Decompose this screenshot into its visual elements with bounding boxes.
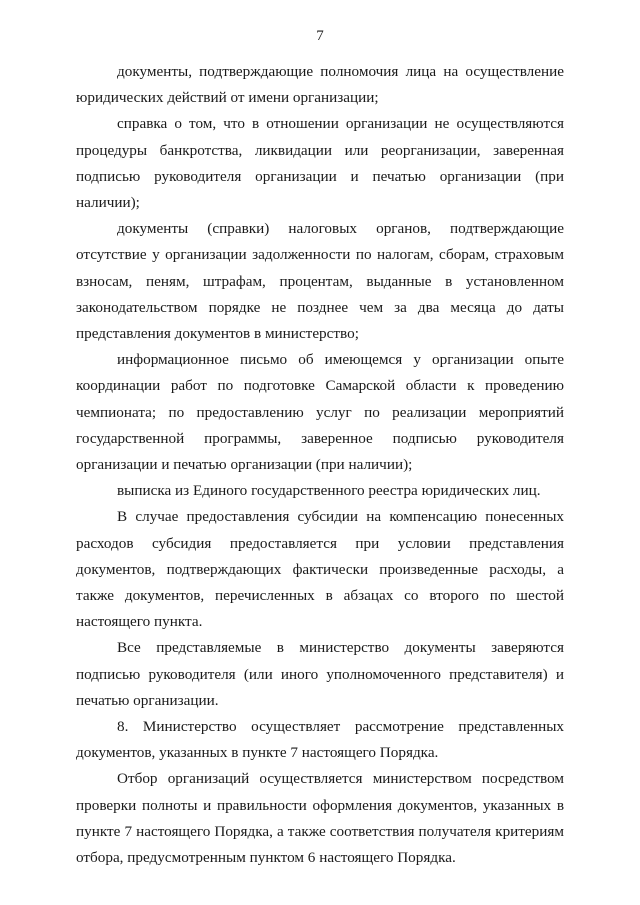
paragraph-compensation-conditions: В случае предоставления субсидии на компенсацию понесенных расходов субсидия предоставляется при условии представления документов, подтверждающих фактически произведенные расходы, а также документов, перечисленных в абзацах со второго по шестой настоящего пункта.: [76, 508, 564, 631]
paragraph-register-extract: выписка из Единого государственного реестра юридических лиц.: [117, 482, 541, 500]
paragraph-clause-8: 8. Министерство осуществляет рассмотрение представленных документов, указанных в пункте 7 настоящего Порядка.: [76, 718, 564, 762]
paragraph-tax-certificates: документы (справки) налоговых органов, подтверждающие отсутствие у организации задолженности по налогам, сборам, страховым взносам, пеням, штрафам, процентам, выданные в установленном законодательством порядке не позднее чем за два месяца до даты представления документов в министерство;: [76, 220, 564, 343]
paragraph-document-certification: Все представляемые в министерство документы заверяются подписью руководителя (или иного уполномоченного представителя) и печатью организации.: [76, 639, 564, 709]
paragraph-bankruptcy-certificate: справка о том, что в отношении организации не осуществляются процедуры банкротства, ликвидации или реорганизации, заверенная подписью руководителя организации и печатью организации (при наличии);: [76, 115, 564, 212]
paragraph-authority-documents: документы, подтверждающие полномочия лица на осуществление юридических действий от имени организации;: [76, 63, 564, 107]
paragraph-selection-procedure: Отбор организаций осуществляется министерством посредством проверки полноты и правильности оформления документов, указанных в пункте 7 настоящего Порядка, а также соответствия получателя критериям отбора, предусмотренным пунктом 6 настоящего Порядка.: [76, 770, 564, 867]
document-body: [76, 59, 564, 871]
paragraph-information-letter: информационное письмо об имеющемся у организации опыте координации работ по подготовке Самарской области к проведению чемпионата; по предоставлению услуг по реализации мероприятий государственной программы, заверенное подписью руководителя организации и печатью организации (при наличии);: [76, 351, 564, 474]
page-number: 7: [316, 28, 324, 44]
